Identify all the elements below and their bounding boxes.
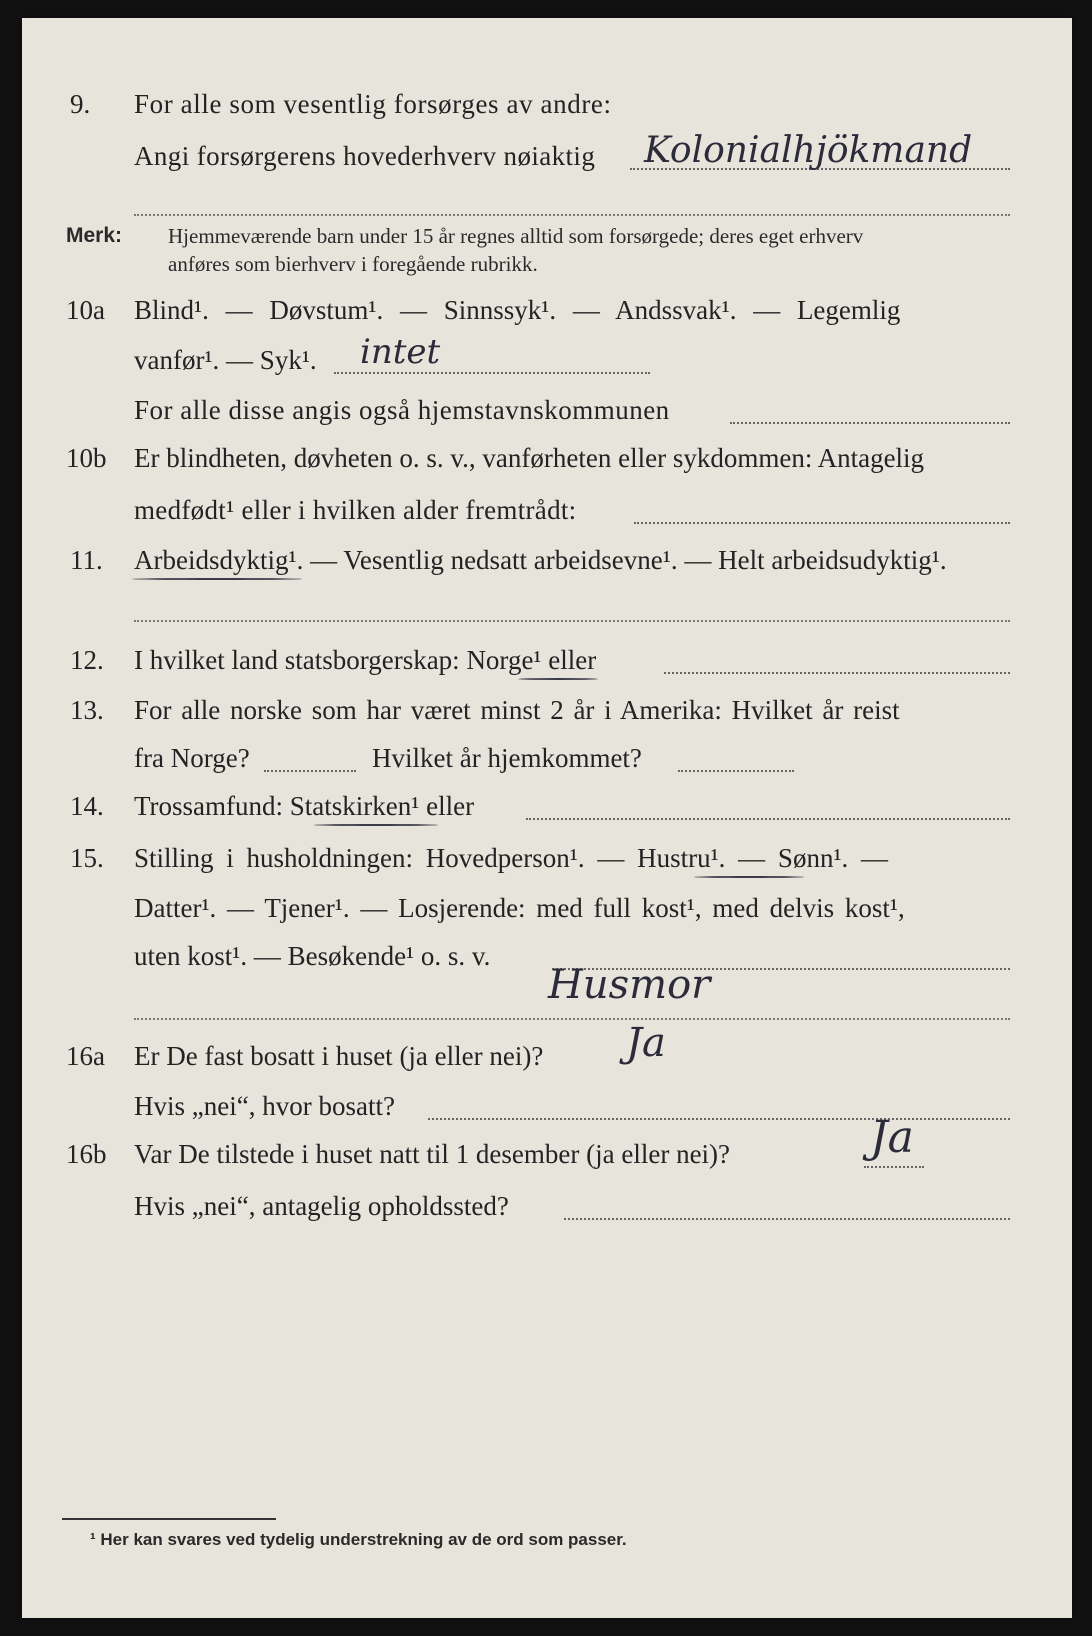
question-text: Er De fast bosatt i huset (ja eller nei)? [134,1041,544,1071]
question-text: Hvis „nei“, antagelig opholdssted? [134,1191,509,1221]
question-text: Blind¹. — Døvstum¹. — Sinnssyk¹. — Andssvak¹. — Legemlig [134,295,901,325]
note-text: anføres som bierhverv i foregående rubrikk. [168,252,538,276]
answer-line [564,1218,1010,1220]
answer-line [264,770,356,772]
question-number: 11. [70,545,103,575]
note-text: Hjemmeværende barn under 15 år regnes alltid som forsørgede; deres eget erhverv [168,224,864,248]
handwritten-underline [694,876,804,878]
question-text: Angi forsørgerens hovederhverv nøiaktig [134,141,596,171]
question-text: Hvis „nei“, hvor bosatt? [134,1091,395,1121]
handwritten-answer: Ja [626,1020,666,1066]
question-text: fra Norge? [134,743,250,773]
question-text: medfødt¹ eller i hvilken alder fremtrådt: [134,495,577,525]
answer-line [664,672,1010,674]
question-text: Er blindheten, døvheten o. s. v., vanførheten eller sykdommen: Antagelig [134,443,925,473]
footnote-rule [62,1518,276,1520]
question-number: 15. [70,843,104,873]
question-text: Stilling i husholdningen: Hovedperson¹. — Hustru¹. — Sønn¹. — [134,843,889,873]
answer-line [334,372,650,374]
footnote: ¹ Her kan svares ved tydelig understrekning av de ord som passer. [90,1530,627,1549]
question-text: Arbeidsdyktig¹. — Vesentlig nedsatt arbeidsevne¹. — Helt arbeidsudyktig¹. [134,545,947,575]
handwritten-underline [314,824,438,826]
question-text: For alle disse angis også hjemstavnskommunen [134,395,670,425]
question-text: Datter¹. — Tjener¹. — Losjerende: med full kost¹, med delvis kost¹, [134,893,905,923]
answer-line [134,1018,1010,1020]
answer-line [730,422,1010,424]
handwritten-answer: Ja [870,1112,914,1163]
question-number: 10a [66,295,105,325]
question-text: I hvilket land statsborgerskap: Norge¹ eller [134,645,597,675]
question-number: 14. [70,791,104,821]
question-text: Trossamfund: Statskirken¹ eller [134,791,475,821]
answer-line [428,1118,1010,1120]
answer-line [134,620,1010,622]
question-number: 16a [66,1041,105,1071]
answer-line [634,522,1010,524]
handwritten-answer: Kolonialhjökmand [644,130,973,171]
question-text: Var De tilstede i huset natt til 1 desember (ja eller nei)? [134,1139,731,1169]
question-text: vanfør¹. — Syk¹. [134,345,317,375]
handwritten-underline [132,578,302,580]
answer-line [864,1166,924,1168]
question-text: uten kost¹. — Besøkende¹ o. s. v. [134,941,491,971]
answer-line [678,770,794,772]
question-text: For alle som vesentlig forsørges av andre: [134,89,612,119]
question-number: 12. [70,645,104,675]
handwritten-underline [518,678,598,680]
answer-line [526,818,1010,820]
question-number: 13. [70,695,104,725]
answer-line [134,214,1010,216]
question-text: For alle norske som har været minst 2 år i Amerika: Hvilket år reist [134,695,900,725]
question-number: 9. [70,89,91,119]
question-number: 16b [66,1139,107,1169]
question-number: 10b [66,443,107,473]
question-text: Hvilket år hjemkommet? [372,743,642,773]
census-form-page [22,18,1072,1618]
note-label: Merk: [66,224,123,247]
handwritten-answer: Husmor [548,962,711,1008]
handwritten-answer: intet [360,332,441,372]
